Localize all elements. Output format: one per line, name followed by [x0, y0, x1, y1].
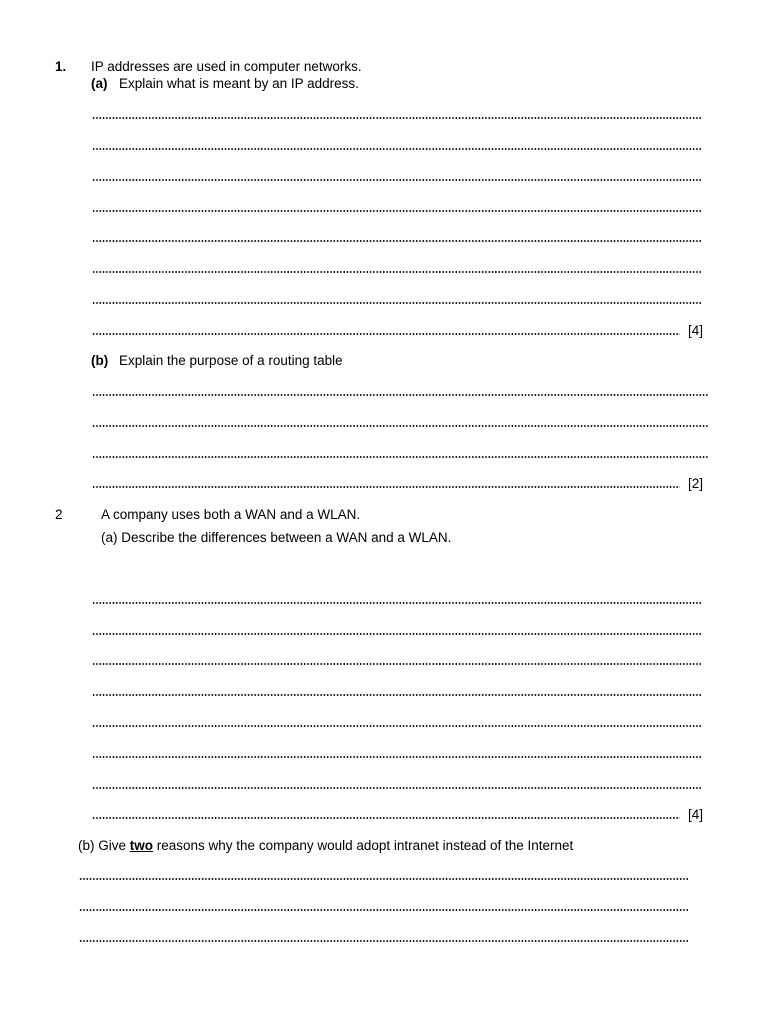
- q2a-text: (a) Describe the differences between a WAN and a WLAN.: [101, 530, 452, 545]
- q1a-text: Explain what is meant by an IP address.: [119, 76, 359, 91]
- answer-line[interactable]: [79, 939, 688, 943]
- answer-line[interactable]: [79, 877, 688, 881]
- answer-line[interactable]: [92, 393, 709, 397]
- answer-line[interactable]: [92, 116, 701, 120]
- answer-line[interactable]: [92, 693, 701, 697]
- answer-line[interactable]: [92, 455, 709, 459]
- q1-stem: IP addresses are used in computer networks.: [91, 59, 362, 74]
- q2-number: 2: [55, 507, 63, 522]
- answer-line[interactable]: [92, 270, 701, 274]
- q2b-text: [78, 838, 573, 853]
- q1a-label: (a): [91, 76, 108, 91]
- q1b-text: Explain the purpose of a routing table: [119, 353, 343, 368]
- answer-line[interactable]: [92, 178, 701, 182]
- answer-line[interactable]: [92, 424, 709, 428]
- answer-line[interactable]: [92, 485, 680, 489]
- q1a-marks: [4]: [688, 323, 704, 338]
- answer-line[interactable]: [92, 332, 680, 336]
- q1b-label: (b): [91, 353, 109, 368]
- answer-line[interactable]: [92, 755, 701, 759]
- answer-line[interactable]: [92, 662, 701, 666]
- q2b-prefix: (b) Give: [78, 838, 130, 853]
- answer-line[interactable]: [92, 239, 701, 243]
- answer-line[interactable]: [92, 816, 680, 820]
- q1-number: 1.: [55, 59, 67, 74]
- q2b-suffix: reasons why the company would adopt intranet instead of the Internet: [153, 838, 574, 853]
- answer-line[interactable]: [92, 301, 701, 305]
- answer-line[interactable]: [92, 209, 701, 213]
- answer-line[interactable]: [92, 147, 701, 151]
- answer-line[interactable]: [92, 632, 701, 636]
- answer-line[interactable]: [92, 724, 701, 728]
- q2b-emphasis: two: [129, 838, 154, 853]
- answer-line[interactable]: [92, 786, 701, 790]
- answer-line[interactable]: [79, 908, 688, 912]
- q2-stem: A company uses both a WAN and a WLAN.: [101, 507, 361, 522]
- q2a-marks: [4]: [688, 807, 704, 822]
- q1b-marks: [2]: [688, 476, 704, 491]
- answer-line[interactable]: [92, 601, 701, 605]
